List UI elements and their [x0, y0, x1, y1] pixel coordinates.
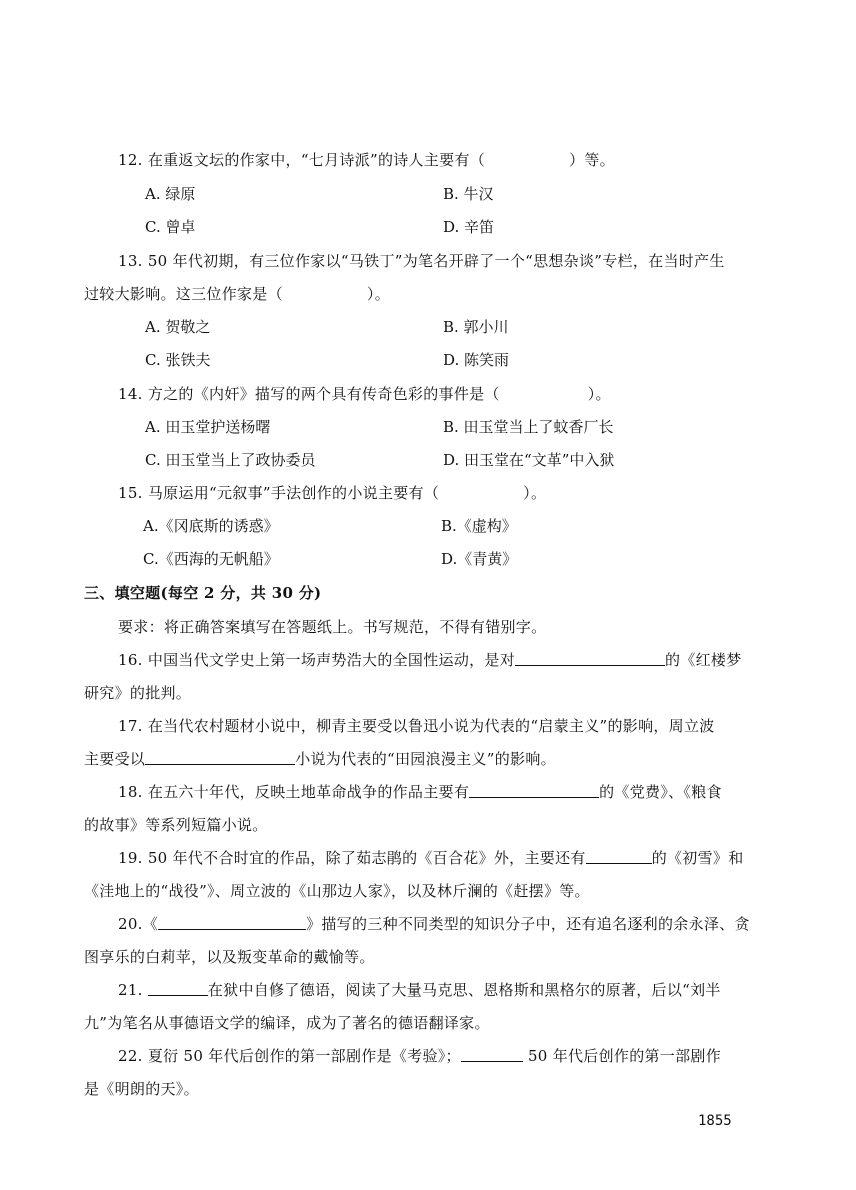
q18-text-end: 的《党费》、《粮食 [599, 783, 722, 801]
page-number: 1855 [698, 1113, 732, 1129]
q13-stem-line2 [84, 284, 390, 304]
q15-stem [118, 483, 546, 503]
q15-option-b: B.《虚构》 [441, 517, 517, 535]
q13-option-b: B. 郭小川 [443, 318, 509, 336]
q17-blank [145, 750, 295, 765]
q15-option-d: D.《青黄》 [441, 550, 518, 568]
q16-line2: 研究》的批判。 [84, 684, 192, 702]
q20-text-end: 》描写的三种不同类型的知识分子中，还有追名逐利的余永泽、贪 [306, 915, 750, 933]
q21-text-end: 在狱中自修了德语，阅读了大量马克思、恩格斯和黑格尔的原著，后以“刘半 [207, 981, 721, 999]
q19-text-start: 19. 50 年代不合时宜的作品，除了茹志鹃的《百合花》外，主要还有 [118, 849, 586, 867]
q21-blank [148, 981, 208, 996]
q22-text-start: 22. 夏衍 50 年代后创作的第一部剧作是《考验》； [118, 1047, 461, 1065]
q12-stem-start: 12. 在重返文坛的作家中，“七月诗派”的诗人主要有（ [118, 151, 486, 169]
q12-option-b: B. 牛汉 [443, 185, 494, 203]
q21-text-start: 21. [118, 981, 143, 999]
section3-requirement: 要求：将正确答案填写在答题纸上。书写规范，不得有错别字。 [118, 618, 547, 636]
section3-title: 三、填空题(每空 2 分，共 30 分) [84, 584, 322, 602]
q16-blank [515, 651, 665, 666]
q14-option-c: C. 田玉堂当上了政协委员 [145, 451, 316, 469]
q16-line1 [118, 650, 742, 670]
q17-line2 [84, 749, 556, 769]
q20-blank [158, 915, 306, 930]
q19-blank [586, 849, 652, 864]
q18-text-start: 18. 在五六十年代，反映土地革命战争的作品主要有 [118, 783, 470, 801]
q12-stem [118, 150, 615, 170]
q12-option-a: A. 绿原 [145, 185, 196, 203]
q12-option-d: D. 辛笛 [443, 218, 495, 236]
q17-line1: 17. 在当代农村题材小说中，柳青主要受以鲁迅小说为代表的“启蒙主义”的影响，周立波 [118, 717, 715, 735]
q18-line1 [118, 782, 722, 802]
q20-text-start: 20.《 [118, 915, 159, 933]
q19-line2: 《洼地上的“战役”》、周立波的《山那边人家》，以及林斤澜的《赶摆》等。 [84, 882, 590, 900]
q21-line1 [118, 980, 721, 1000]
q15-option-a: A.《冈底斯的诱惑》 [143, 517, 279, 535]
q12-option-c: C. 曾卓 [145, 218, 196, 236]
q22-blank [461, 1047, 523, 1062]
q15-stem-start: 15. 马原运用“元叙事”手法创作的小说主要有（ [118, 484, 440, 502]
q14-stem-end: ）。 [587, 385, 611, 403]
q14-stem-start: 14. 方之的《内奸》描写的两个具有传奇色彩的事件是（ [118, 385, 500, 403]
q13-option-d: D. 陈笑雨 [443, 351, 510, 369]
q13-stem-start: 过较大影响。这三位作家是（ [84, 285, 283, 303]
q15-option-c: C.《西海的无帆船》 [143, 550, 279, 568]
q17-text-end: 小说为代表的“田园浪漫主义”的影响。 [295, 750, 556, 768]
q18-line2: 的故事》等系列短篇小说。 [84, 816, 268, 834]
q22-text-end: 50 年代后创作的第一部剧作 [527, 1047, 721, 1065]
q20-line2: 图享乐的白莉苹，以及叛变革命的戴愉等。 [84, 948, 375, 966]
q19-text-end: 的《初雪》和 [651, 849, 744, 867]
q15-stem-end: ）。 [523, 484, 547, 502]
q20-line1 [118, 914, 750, 934]
q16-text-start: 16. 中国当代文学史上第一场声势浩大的全国性运动，是对 [118, 651, 516, 669]
q18-blank [469, 783, 599, 798]
q22-line1 [118, 1046, 721, 1066]
q12-stem-end: ）等。 [569, 151, 615, 169]
q13-option-c: C. 张铁夫 [145, 351, 211, 369]
q14-stem [118, 384, 611, 404]
q21-line2: 九”为笔名从事德语文学的编译，成为了著名的德语翻译家。 [84, 1014, 490, 1032]
q22-line2: 是《明朗的天》。 [84, 1080, 199, 1098]
q13-stem-end: ）。 [366, 285, 391, 303]
q13-option-a: A. 贺敬之 [145, 318, 211, 336]
q17-text-start: 主要受以 [84, 750, 146, 768]
q14-option-b: B. 田玉堂当上了蚊香厂长 [443, 418, 614, 436]
q13-stem-line1: 13. 50 年代初期，有三位作家以“马铁丁”为笔名开辟了一个“思想杂谈”专栏，在当时产生 [118, 252, 725, 270]
q19-line1 [118, 848, 744, 868]
q14-option-a: A. 田玉堂护送杨曙 [145, 418, 271, 436]
q16-text-end: 的《红楼梦 [665, 651, 742, 669]
q14-option-d: D. 田玉堂在“文革”中入狱 [443, 451, 615, 469]
